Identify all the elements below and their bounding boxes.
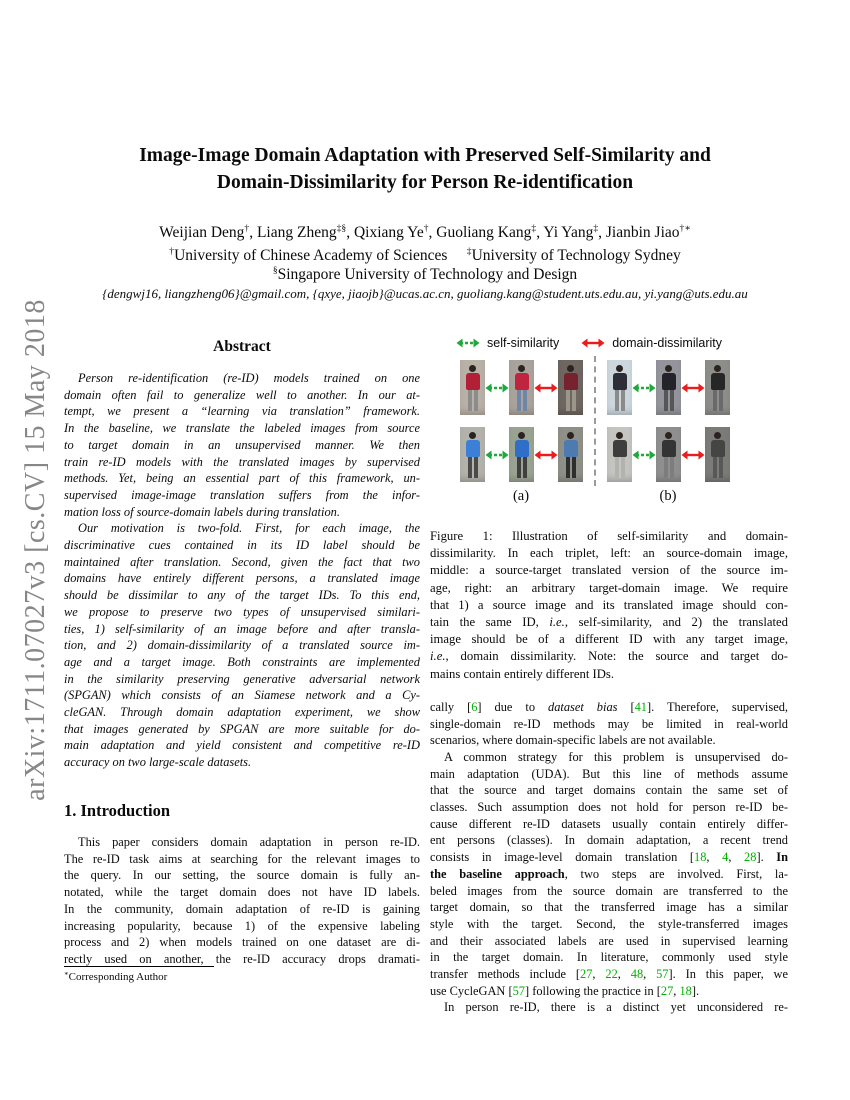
abstract-text bbox=[64, 370, 420, 771]
legend-item-domain-dissimilarity bbox=[581, 336, 722, 350]
text-line: domain often fail to generalize well to another. In our at- bbox=[64, 387, 420, 402]
figure-row bbox=[430, 427, 788, 482]
text-line: cause different re-ID datasets usually contain entirely differ- bbox=[430, 816, 788, 831]
text-line: This paper considers domain adaptation in person re-ID. bbox=[78, 835, 420, 849]
citation-link[interactable]: 18 bbox=[679, 983, 692, 998]
introduction-text bbox=[64, 834, 420, 968]
footnote-rule bbox=[64, 966, 214, 967]
person-image bbox=[607, 427, 632, 482]
text-line: age, right: an arbitrary target-domain image. We require bbox=[430, 580, 788, 595]
figure-legend bbox=[430, 336, 788, 350]
left-column bbox=[64, 338, 420, 771]
text-line: ent persons (classes). In domain adaptation, a recent trend bbox=[430, 833, 788, 848]
text-line: target domain, so that the transferred image has a similar bbox=[430, 900, 788, 915]
person-image bbox=[607, 360, 632, 415]
person-image bbox=[509, 427, 534, 482]
text-line: methods. Yet, being an essential part of this framework, un- bbox=[64, 471, 420, 486]
citation-link[interactable]: 48 bbox=[630, 967, 644, 982]
title-line-1: Image-Image Domain Adaptation with Preserved Self-Similarity and bbox=[139, 145, 711, 166]
text-line: discriminative cues contained in its ID label should be bbox=[64, 538, 420, 553]
text-line: i.e., domain dissimilarity. Note: the source and target do- bbox=[430, 649, 788, 664]
citation-link[interactable]: 57 bbox=[656, 967, 669, 982]
text-line: mains contain entirely different IDs. bbox=[430, 666, 615, 681]
text-line: accuracy on two large-scale datasets. bbox=[64, 755, 252, 770]
self-similarity-arrow bbox=[485, 450, 509, 460]
citation-link[interactable]: 27 bbox=[580, 967, 593, 982]
text-line: domains have entirely different persons, a translated image bbox=[64, 571, 420, 586]
citation-link[interactable]: 41 bbox=[634, 699, 647, 714]
person-image bbox=[656, 427, 681, 482]
text-line: supervised image-image translation suffers from the infor- bbox=[64, 487, 420, 502]
text-line: mation loss of source-domain labels during translation. bbox=[64, 504, 340, 519]
text-line: ties, 1) self-similarity of an image before and after transla- bbox=[64, 621, 420, 636]
text-line: tion, and 2) domain-dissimilarity of a translated source im- bbox=[64, 638, 420, 653]
text-line: we propose to preserve two types of unsupervised similari- bbox=[64, 604, 420, 619]
text-line: that images generated by SPGAN are more suitable for do- bbox=[64, 721, 420, 736]
text-line: transfer methods include [27, 22, 48, 57]. In this paper, we bbox=[430, 967, 788, 982]
person-image bbox=[509, 360, 534, 415]
person-image bbox=[656, 360, 681, 415]
text-line: should be dissimilar to any of the target IDs. To this end, bbox=[64, 588, 420, 603]
title-line-2: Domain-Dissimilarity for Person Re-identification bbox=[216, 172, 634, 193]
text-line: tempt, we present a “learning via translation” framework. bbox=[64, 404, 420, 419]
text-line: in the similarity preserving generative adversarial network bbox=[64, 671, 420, 686]
citation-link[interactable]: 22 bbox=[605, 967, 618, 982]
footnote-text: ∗Corresponding Author bbox=[64, 970, 168, 983]
legend-label: self-similarity bbox=[487, 336, 560, 350]
domain-dissimilarity-arrow bbox=[681, 383, 705, 393]
figure-group-labels bbox=[430, 488, 788, 508]
text-line: style with the target. Second, the style-transferred images bbox=[430, 916, 788, 931]
text-line: that the source and target domains contain the same set of bbox=[430, 783, 788, 798]
text-line: Our motivation is two-fold. First, for each image, the bbox=[78, 521, 420, 536]
citation-link[interactable]: 18 bbox=[694, 850, 707, 865]
figure-1 bbox=[430, 336, 788, 508]
arxiv-label: arXiv:1711.07027v3 [cs.CV] 15 May 2018 bbox=[20, 299, 51, 801]
domain-dissimilarity-arrow bbox=[534, 383, 558, 393]
text-line: cleGAN. Through domain adaptation experiment, we show bbox=[64, 705, 420, 720]
citation-link[interactable]: 28 bbox=[744, 850, 757, 865]
text-line: A common strategy for this problem is unsupervised do- bbox=[444, 749, 788, 764]
text-line: scenarios, where domain-specific labels are not available. bbox=[430, 733, 716, 748]
text-line: that 1) a source image and its translated image should con- bbox=[430, 597, 788, 612]
text-line: maintained after translation. Second, given the fact that two bbox=[64, 554, 420, 569]
domain-dissimilarity-arrow bbox=[534, 450, 558, 460]
legend-label: domain-dissimilarity bbox=[612, 336, 722, 350]
citation-link[interactable]: 57 bbox=[512, 983, 525, 998]
person-image bbox=[460, 427, 485, 482]
group-label-a: (a) bbox=[512, 488, 530, 504]
text-line: the baseline approach, two steps are involved. First, la- bbox=[430, 866, 789, 881]
person-image bbox=[705, 360, 730, 415]
self-similarity-arrow-icon bbox=[456, 338, 480, 348]
person-image bbox=[460, 360, 485, 415]
affiliation-line-1: †University of Chinese Academy of Sciences ‡University of Technology Sydney bbox=[169, 245, 681, 264]
text-line: Person re-identification (re-ID) models trained on one bbox=[78, 371, 420, 385]
citation-link[interactable]: 4 bbox=[722, 850, 729, 865]
text-line: In the baseline, we translate the labeled images from source bbox=[64, 421, 420, 436]
domain-dissimilarity-arrow-icon bbox=[581, 338, 605, 348]
domain-dissimilarity-arrow bbox=[681, 450, 705, 460]
emails-line: {dengwj16, liangzheng06}@gmail.com, {qxye, jiaojb}@ucas.ac.cn, guoliang.kang@student.uts.edu.au, yi.yang@uts.edu.au bbox=[102, 286, 748, 301]
text-line: and their associated labels are used in supervised learning bbox=[430, 933, 788, 948]
affiliation-line-2: §Singapore University of Technology and Design bbox=[272, 264, 578, 283]
text-line: Figure 1: Illustration of self-similarity and domain- bbox=[430, 529, 788, 543]
text-line: cally [6] due to dataset bias [41]. Therefore, supervised, bbox=[430, 699, 788, 714]
text-line: beled images from the source domain are transferred to the bbox=[430, 883, 788, 898]
text-line: tain the same ID, i.e., self-similarity, and 2) the translated bbox=[430, 615, 788, 630]
citation-link[interactable]: 6 bbox=[471, 699, 478, 714]
group-label-b: (b) bbox=[659, 488, 677, 504]
text-line: to target domain in an unsupervised manner. We then bbox=[64, 437, 420, 452]
legend-item-self-similarity bbox=[456, 336, 559, 350]
text-line: main adaptation and yield consistent and competitive re-ID bbox=[64, 738, 420, 753]
text-line: the query. In our setting, the source domain is fully an- bbox=[64, 868, 420, 883]
text-line: image should be of a different ID with any target image, bbox=[430, 632, 788, 647]
text-line: classes. Such assumption does not hold for person re-ID be- bbox=[430, 800, 788, 815]
self-similarity-arrow bbox=[632, 450, 656, 460]
introduction-heading: 1. Introduction bbox=[64, 801, 171, 820]
figure-caption bbox=[430, 528, 788, 683]
paper-title bbox=[0, 142, 850, 196]
text-line: in the target domain. In literature, commonly used style bbox=[430, 950, 788, 965]
citation-link[interactable]: 27 bbox=[660, 983, 674, 998]
person-image bbox=[705, 427, 730, 482]
self-similarity-arrow bbox=[485, 383, 509, 393]
text-line: The re-ID task aims at searching for the relevant images to bbox=[64, 851, 420, 866]
person-image bbox=[558, 427, 583, 482]
text-line: process and 2) when models trained on one dataset are di- bbox=[64, 935, 420, 950]
figure-grid bbox=[430, 360, 788, 482]
text-line: train re-ID models with the translated images by supervised bbox=[64, 454, 420, 469]
self-similarity-arrow bbox=[632, 383, 656, 393]
right-column-text bbox=[430, 699, 788, 1016]
text-line: notated, while the target domain does not have ID labels. bbox=[64, 885, 420, 900]
right-column bbox=[430, 336, 788, 1016]
authors-line: Weijian Deng†, Liang Zheng‡§, Qixiang Ye†, Guoliang Kang‡, Yi Yang‡, Jianbin Jiao†∗ bbox=[159, 222, 691, 241]
text-line: rectly used on another, the re-ID accuracy drops dramati- bbox=[64, 951, 420, 966]
text-line: age and a target image. Both constraints are implemented bbox=[64, 654, 420, 669]
text-line: (SPGAN) which consists of an Siamese network and a Cy- bbox=[64, 688, 420, 703]
text-line: dissimilarity. In each triplet, left: an source-domain image, bbox=[430, 546, 788, 561]
text-line: In person re-ID, there is a distinct yet unconsidered re- bbox=[444, 1000, 788, 1015]
footnote bbox=[64, 966, 420, 983]
text-line: use CycleGAN [57] following the practice in [27, 18]. bbox=[430, 983, 700, 998]
person-image bbox=[558, 360, 583, 415]
text-line: increasing popularity, because 1) of the expensive labeling bbox=[64, 918, 420, 933]
figure-row bbox=[430, 360, 788, 415]
text-line: single-domain re-ID methods may be limited in real-world bbox=[430, 716, 788, 731]
abstract-heading: Abstract bbox=[213, 338, 271, 355]
text-line: middle: a source-target translated version of the source im- bbox=[430, 563, 788, 578]
group-separator-line bbox=[594, 356, 596, 486]
text-line: consists in image-level domain translation [18, 4, 28]. In bbox=[430, 850, 788, 865]
introduction-section bbox=[64, 801, 420, 968]
text-line: main adaptation (UDA). But this line of methods assume bbox=[430, 766, 788, 781]
text-line: In the community, domain adaptation of re-ID is gaining bbox=[64, 901, 420, 916]
